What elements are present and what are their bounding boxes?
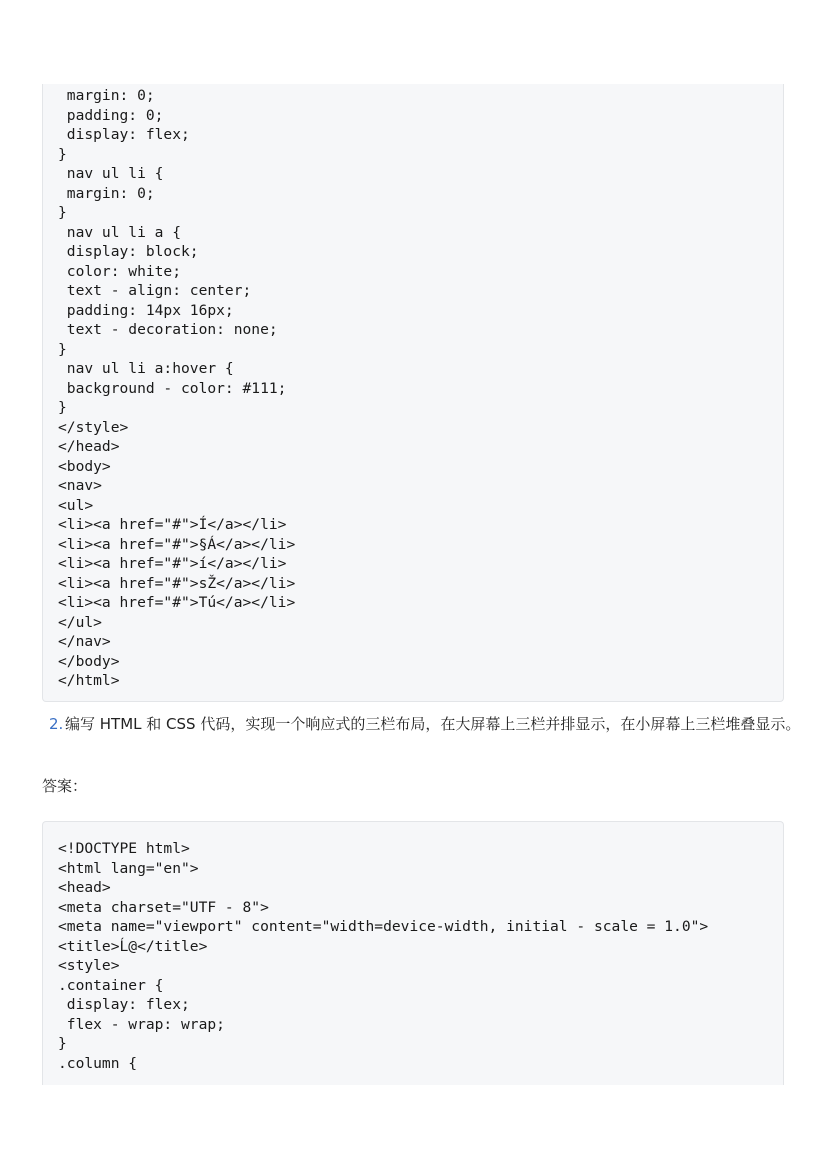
list-number: 2. <box>49 715 64 733</box>
code-line: color: white; <box>58 262 182 280</box>
code-line: .column { <box>58 1054 138 1072</box>
code-line: } <box>58 204 67 221</box>
code-line: flex - wrap: wrap; <box>58 1015 225 1033</box>
code-line: <title>Ĺ@</title> <box>58 937 208 955</box>
code-line: } <box>58 145 67 163</box>
code-line: display: flex; <box>58 996 190 1013</box>
code-line: <li><a href="#">§Á</a></li> <box>58 535 296 553</box>
code-line: } <box>58 1035 67 1052</box>
code-block-nav-css <box>42 84 784 702</box>
code-line: </style> <box>58 418 129 436</box>
code-line: </nav> <box>58 633 111 650</box>
question-item-2 <box>42 712 812 737</box>
code-line: } <box>58 399 67 416</box>
code-line: <head> <box>58 879 111 896</box>
code-line: .container { <box>58 976 164 994</box>
code-line: nav ul li a:hover { <box>58 360 234 377</box>
question-text: 编写 HTML 和 CSS 代码，实现一个响应式的三栏布局，在大屏幕上三栏并排显示，在小屏幕上三栏堆叠显示。 <box>65 715 801 733</box>
code-line: padding: 14px 16px; <box>58 301 234 319</box>
code-line: <nav> <box>58 477 102 494</box>
code-line: <meta name="viewport" content="width=device-width, initial - scale = 1.0"> <box>58 918 709 935</box>
code-line: nav ul li { <box>58 165 164 182</box>
code-block-responsive-layout <box>42 821 784 1085</box>
code-line: <li><a href="#">sŽ</a></li> <box>58 574 296 592</box>
code-line: <li><a href="#">Í</a></li> <box>58 516 287 533</box>
code-line: display: flex; <box>58 126 190 143</box>
code-line: display: block; <box>58 243 199 260</box>
code-line: } <box>58 340 67 358</box>
code-line: </ul> <box>58 613 102 631</box>
answer-label: 答案： <box>42 777 88 795</box>
code-line: padding: 0; <box>58 106 164 124</box>
code-line: nav ul li a { <box>58 223 182 241</box>
code-line: <meta charset="UTF - 8"> <box>58 898 269 916</box>
code-line: margin: 0; <box>58 87 155 104</box>
code-line: background - color: #111; <box>58 379 287 397</box>
code-line: <li><a href="#">í</a></li> <box>58 555 287 572</box>
code-line: </head> <box>58 438 120 455</box>
code-line: <html lang="en"> <box>58 859 199 877</box>
code-line: text - align: center; <box>58 282 252 299</box>
code-line: <style> <box>58 957 120 974</box>
code-line: text - decoration: none; <box>58 321 278 338</box>
code-line: <body> <box>58 457 111 475</box>
code-line: </html> <box>58 672 120 689</box>
code-line: </body> <box>58 652 120 670</box>
code-line: <ul> <box>58 496 94 514</box>
code-line: <li><a href="#">Tú</a></li> <box>58 594 296 611</box>
code-line: <!DOCTYPE html> <box>58 840 190 857</box>
code-line: margin: 0; <box>58 184 155 202</box>
